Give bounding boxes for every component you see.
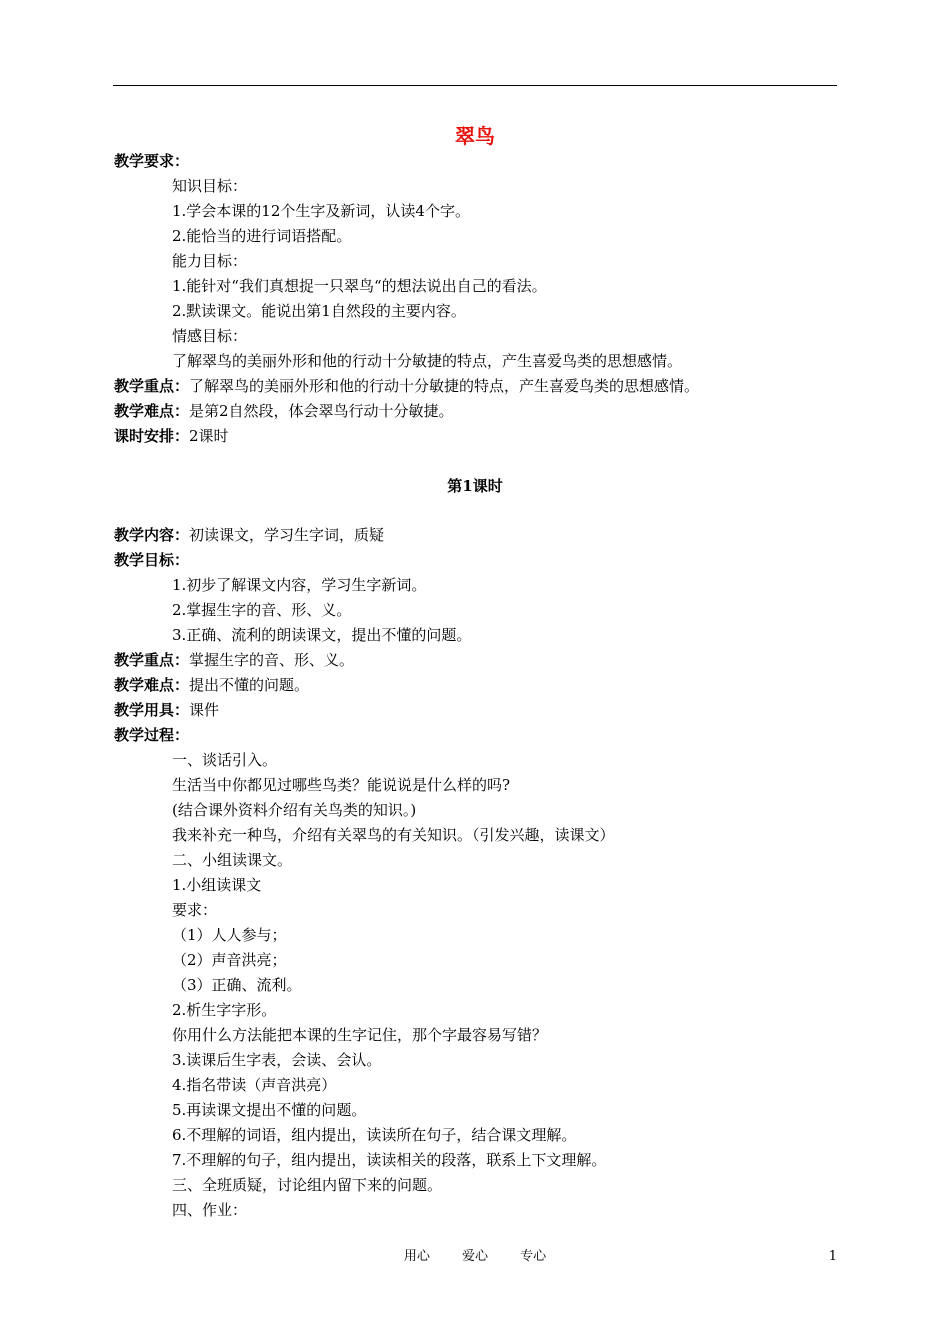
lesson-process-label: 教学过程： xyxy=(114,726,190,744)
footer-word: 爱心 xyxy=(461,1249,488,1264)
process-step: （1）人人参与； xyxy=(172,926,287,944)
lesson-focus: 教学重点：掌握生字的音、形、义。 xyxy=(114,651,355,669)
knowledge-goal-1: 1.学会本课的12个生字及新词，认读4个字。 xyxy=(172,202,470,220)
knowledge-goal-2: 2.能恰当的进行词语搭配。 xyxy=(172,227,352,245)
process-step: 3.读课后生字表，会读、会认。 xyxy=(172,1051,382,1069)
lesson-tools: 教学用具：课件 xyxy=(114,701,220,719)
footer-word: 用心 xyxy=(403,1249,430,1264)
ability-goal-2: 2.默读课文。能说出第1自然段的主要内容。 xyxy=(172,302,466,320)
teaching-requirements-label: 教学要求： xyxy=(114,152,190,170)
process-step: （2）声音洪亮； xyxy=(172,951,287,969)
lesson-content: 教学内容：初读课文，学习生字词，质疑 xyxy=(114,526,385,544)
process-step: 7.不理解的句子，组内提出，读读相关的段落，联系上下文理解。 xyxy=(172,1151,607,1169)
footer-word: 专心 xyxy=(520,1249,547,1264)
lesson-1-heading: 第1课时 xyxy=(447,477,503,495)
lesson-goal-2: 2.掌握生字的音、形、义。 xyxy=(172,601,352,619)
process-step: 2.析生字字形。 xyxy=(172,1001,277,1019)
emotion-goal-1: 了解翠鸟的美丽外形和他的行动十分敏捷的特点，产生喜爱鸟类的思想感情。 xyxy=(172,352,683,370)
process-step: 1.小组读课文 xyxy=(172,876,262,894)
process-step: 你用什么方法能把本课的生字记住，那个字最容易写错？ xyxy=(172,1026,548,1044)
class-schedule: 课时安排：2课时 xyxy=(114,427,229,445)
knowledge-goals-heading: 知识目标： xyxy=(172,177,248,195)
process-step: 5.再读课文提出不懂的问题。 xyxy=(172,1101,367,1119)
page-number: 1 xyxy=(828,1249,837,1264)
process-step: （3）正确、流利。 xyxy=(172,976,302,994)
lesson-goal-3: 3.正确、流利的朗读课文，提出不懂的问题。 xyxy=(172,626,472,644)
process-step: 一、谈话引入。 xyxy=(172,751,278,769)
ability-goal-1: 1.能针对“我们真想捉一只翠鸟“的想法说出自己的看法。 xyxy=(172,277,547,295)
lesson-difficulty: 教学难点：提出不懂的问题。 xyxy=(114,676,310,694)
process-step: 三、全班质疑，讨论组内留下来的问题。 xyxy=(172,1176,443,1194)
process-step: 要求： xyxy=(172,901,218,919)
process-step: 4.指名带读（声音洪亮） xyxy=(172,1076,337,1094)
process-step: 6.不理解的词语，组内提出，读读所在句子，结合课文理解。 xyxy=(172,1126,577,1144)
process-step: (结合课外资料介绍有关鸟类的知识。) xyxy=(172,801,417,819)
process-step: 我来补充一种鸟，介绍有关翠鸟的有关知识。（引发兴趣，读课文） xyxy=(172,826,615,844)
header-rule xyxy=(113,85,837,86)
ability-goals-heading: 能力目标： xyxy=(172,252,248,270)
process-step: 二、小组读课文。 xyxy=(172,851,293,869)
footer-motto xyxy=(0,1246,950,1268)
process-step: 四、作业： xyxy=(172,1201,248,1219)
lesson-goals-label: 教学目标： xyxy=(114,551,190,569)
document-title: 翠鸟 xyxy=(455,124,495,148)
process-step: 生活当中你都见过哪些鸟类？能说说是什么样的吗? xyxy=(172,776,511,794)
teaching-focus: 教学重点：了解翠鸟的美丽外形和他的行动十分敏捷的特点，产生喜爱鸟类的思想感情。 xyxy=(114,377,700,395)
emotion-goals-heading: 情感目标： xyxy=(172,327,248,345)
teaching-difficulty: 教学难点：是第2自然段，体会翠鸟行动十分敏捷。 xyxy=(114,402,454,420)
lesson-goal-1: 1.初步了解课文内容，学习生字新词。 xyxy=(172,576,427,594)
